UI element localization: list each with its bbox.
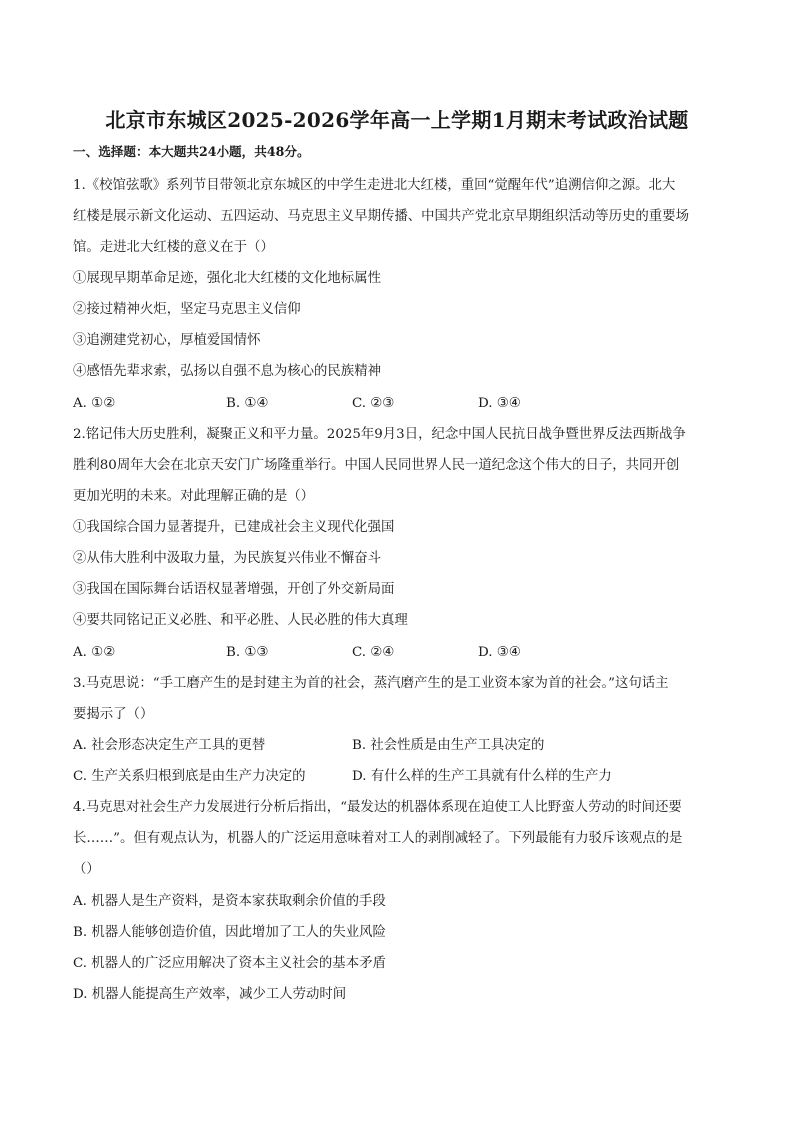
q3-stem-line-1: 3.马克思说：“手工磨产生的是封建主为首的社会，蒸汽磨产生的是工业资本家为首的社会。”这句话主 — [73, 676, 669, 691]
q2-statement-4: ④要共同铭记正义必胜、和平必胜、人民必胜的伟大真理 — [73, 613, 408, 628]
q1-statement-2: ②接过精神火炬，坚定马克思主义信仰 — [73, 302, 301, 317]
q4-stem-line-2: 长……”。但有观点认为，机器人的广泛运用意味着对工人的剥削减轻了。下列最能有力驳斥该观点的是 — [73, 831, 683, 846]
q4-option-d: D. 机器人能提高生产效率，减少工人劳动时间 — [73, 987, 347, 1002]
q1-option-a: A. ①② — [73, 396, 116, 411]
q2-option-d: D. ③④ — [478, 645, 521, 660]
q1-option-c: C. ②③ — [352, 396, 395, 411]
q2-stem-line-2: 胜利80周年大会在北京天安门广场隆重举行。中国人民同世界人民一道纪念这个伟大的日子，共同开创 — [73, 458, 680, 473]
q2-statement-2: ②从伟大胜利中汲取力量，为民族复兴伟业不懈奋斗 — [73, 551, 381, 566]
q1-statement-4: ④感悟先辈求索，弘扬以自强不息为核心的民族精神 — [73, 364, 381, 379]
q1-stem-line-3: 馆。走进北大红楼的意义在于（） — [73, 240, 274, 255]
q2-statement-3: ③我国在国际舞台话语权显著增强，开创了外交新局面 — [73, 582, 395, 597]
q1-stem-line-1: 1.《校馆弦歌》系列节目带领北京东城区的中学生走进北大红楼，重回“觉醒年代”追溯信仰之源。北大 — [73, 178, 676, 193]
q4-option-a: A. 机器人是生产资料，是资本家获取剩余价值的手段 — [73, 894, 386, 909]
q1-stem-line-2: 红楼是展示新文化运动、五四运动、马克思主义早期传播、中国共产党北京早期组织活动等历史的重要场 — [73, 209, 689, 224]
q1-option-d: D. ③④ — [478, 396, 521, 411]
q3-option-b: B. 社会性质是由生产工具决定的 — [352, 738, 545, 753]
page-title: 北京市东城区2025-2026学年高一上学期1月期末考试政治试题 — [105, 108, 689, 132]
q2-option-a: A. ①② — [73, 645, 116, 660]
q3-stem-line-2: 要揭示了（） — [73, 707, 154, 722]
q4-option-c: C. 机器人的广泛应用解决了资本主义社会的基本矛盾 — [73, 956, 386, 971]
q4-option-b: B. 机器人能够创造价值，因此增加了工人的失业风险 — [73, 925, 386, 940]
q1-option-b: B. ①④ — [226, 396, 269, 411]
q2-option-c: C. ②④ — [352, 645, 395, 660]
q1-statement-1: ①展现早期革命足迹，强化北大红楼的文化地标属性 — [73, 271, 381, 286]
q2-stem-line-1: 2.铭记伟大历史胜利，凝聚正义和平力量。2025年9月3日，纪念中国人民抗日战争暨世界反法西斯战争 — [73, 427, 686, 442]
q4-stem-line-3: （） — [73, 862, 100, 877]
q2-stem-line-3: 更加光明的未来。对此理解正确的是（） — [73, 489, 315, 504]
q2-statement-1: ①我国综合国力显著提升，已建成社会主义现代化强国 — [73, 520, 395, 535]
q3-option-d: D. 有什么样的生产工具就有什么样的生产力 — [352, 769, 612, 784]
q3-option-a: A. 社会形态决定生产工具的更替 — [73, 738, 266, 753]
q1-statement-3: ③追溯建党初心，厚植爱国情怀 — [73, 333, 261, 348]
q2-option-b: B. ①③ — [226, 645, 269, 660]
q3-option-c: C. 生产关系归根到底是由生产力决定的 — [73, 769, 306, 784]
section-heading: 一、选择题：本大题共24小题，共48分。 — [73, 144, 310, 159]
q4-stem-line-1: 4.马克思对社会生产力发展进行分析后指出，“最发达的机器体系现在迫使工人比野蛮人劳动的时间还要 — [73, 800, 682, 815]
